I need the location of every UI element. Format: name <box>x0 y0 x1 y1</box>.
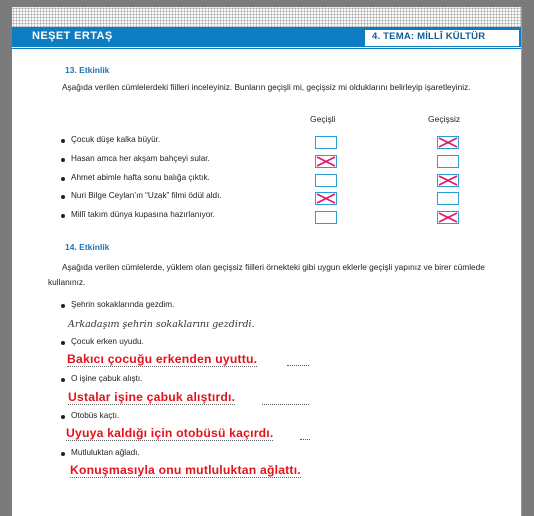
statement-text: Hasan amca her akşam bahçeyi sular. <box>71 154 210 163</box>
transitive-checkbox[interactable] <box>315 136 337 149</box>
answer-field[interactable] <box>67 352 257 366</box>
table-row <box>12 154 521 172</box>
theme-tag <box>365 30 519 46</box>
prompt-sentence: Mutluluktan ağladı. <box>71 448 140 457</box>
statement-text: Nuri Bilge Ceylan’ın “Uzak” filmi ödül aldı. <box>71 191 222 200</box>
activity-13-instruction: Aşağıda verilen cümlelerdeki fiilleri inceleyiniz. Bunların geçişli mi, geçişsiz mi olduklarını belirleyip işaretleyiniz. <box>62 82 471 92</box>
table-row <box>12 210 521 228</box>
table-row <box>12 173 521 191</box>
bullet <box>61 341 65 345</box>
bullet <box>61 195 65 199</box>
answer-dotted-line <box>262 403 309 405</box>
prompt-sentence: Otobüs kaçtı. <box>71 411 120 420</box>
transitive-checkbox[interactable] <box>315 211 337 224</box>
bullet <box>61 177 65 181</box>
answer-field[interactable] <box>66 426 273 440</box>
intransitive-checkbox[interactable] <box>437 136 459 149</box>
bullet <box>61 378 65 382</box>
cross-mark-icon <box>316 156 336 167</box>
statement-text: Ahmet abimle hafta sonu balığa çıktık. <box>71 173 210 182</box>
answer-dotted-line <box>300 438 310 440</box>
bullet <box>61 139 65 143</box>
answer-field[interactable] <box>68 390 235 404</box>
theme-title: 4. TEMA: MİLLÎ KÜLTÜR <box>372 31 486 42</box>
header-rule <box>12 48 521 49</box>
answer-text: Bakıcı çocuğu erkenden uyuttu. <box>67 352 258 366</box>
table-row <box>12 191 521 209</box>
transitive-checkbox[interactable] <box>315 155 337 168</box>
bullet <box>61 452 65 456</box>
header-bar <box>12 27 521 47</box>
prompt-sentence: Şehrin sokaklarında gezdim. <box>71 300 175 309</box>
bullet <box>61 158 65 162</box>
page-edge <box>521 7 522 516</box>
prompt-sentence: O işine çabuk alıştı. <box>71 374 143 383</box>
intransitive-checkbox[interactable] <box>437 211 459 224</box>
bullet <box>61 415 65 419</box>
dotted-band <box>12 7 521 27</box>
activity-13-title: 13. Etkinlik <box>65 65 110 75</box>
statement-text: Millî takım dünya kupasına hazırlanıyor. <box>71 210 215 219</box>
answer-text: Konuşmasıyla onu mutluluktan ağlattı. <box>70 463 301 477</box>
answer-text: Uyuya kaldığı için otobüsü kaçırdı. <box>66 426 274 440</box>
transitive-checkbox[interactable] <box>315 174 337 187</box>
col-intransitive-header: Geçişsiz <box>428 114 461 124</box>
col-transitive-header: Geçişli <box>310 114 336 124</box>
intransitive-checkbox[interactable] <box>437 155 459 168</box>
cross-mark-icon <box>438 212 458 223</box>
worksheet-page <box>12 7 521 516</box>
answer-text: Ustalar işine çabuk alıştırdı. <box>68 390 236 404</box>
answer-field[interactable] <box>70 463 301 477</box>
example-answer: Arkadaşım şehrin sokaklarını gezdirdi. <box>68 319 255 330</box>
list-item <box>12 300 521 318</box>
intransitive-checkbox[interactable] <box>437 192 459 205</box>
cross-mark-icon <box>438 137 458 148</box>
statement-text: Çocuk düşe kalka büyür. <box>71 135 161 144</box>
intransitive-checkbox[interactable] <box>437 174 459 187</box>
cross-mark-icon <box>316 193 336 204</box>
activity-14-instruction: Aşağıda verilen cümlelerde, yüklem olan geçişsiz fiilleri örnekteki gibi uygun eklerle geçişli yapınız ve birer cümlede kullanınız. <box>48 262 485 287</box>
author-title: NEŞET ERTAŞ <box>32 30 113 42</box>
bullet <box>61 304 65 308</box>
prompt-sentence: Çocuk erken uyudu. <box>71 337 144 346</box>
answer-dotted-line <box>287 364 309 366</box>
bullet <box>61 214 65 218</box>
transitive-checkbox[interactable] <box>315 192 337 205</box>
table-row <box>12 135 521 153</box>
activity-14-title: 14. Etkinlik <box>65 242 110 252</box>
cross-mark-icon <box>438 175 458 186</box>
